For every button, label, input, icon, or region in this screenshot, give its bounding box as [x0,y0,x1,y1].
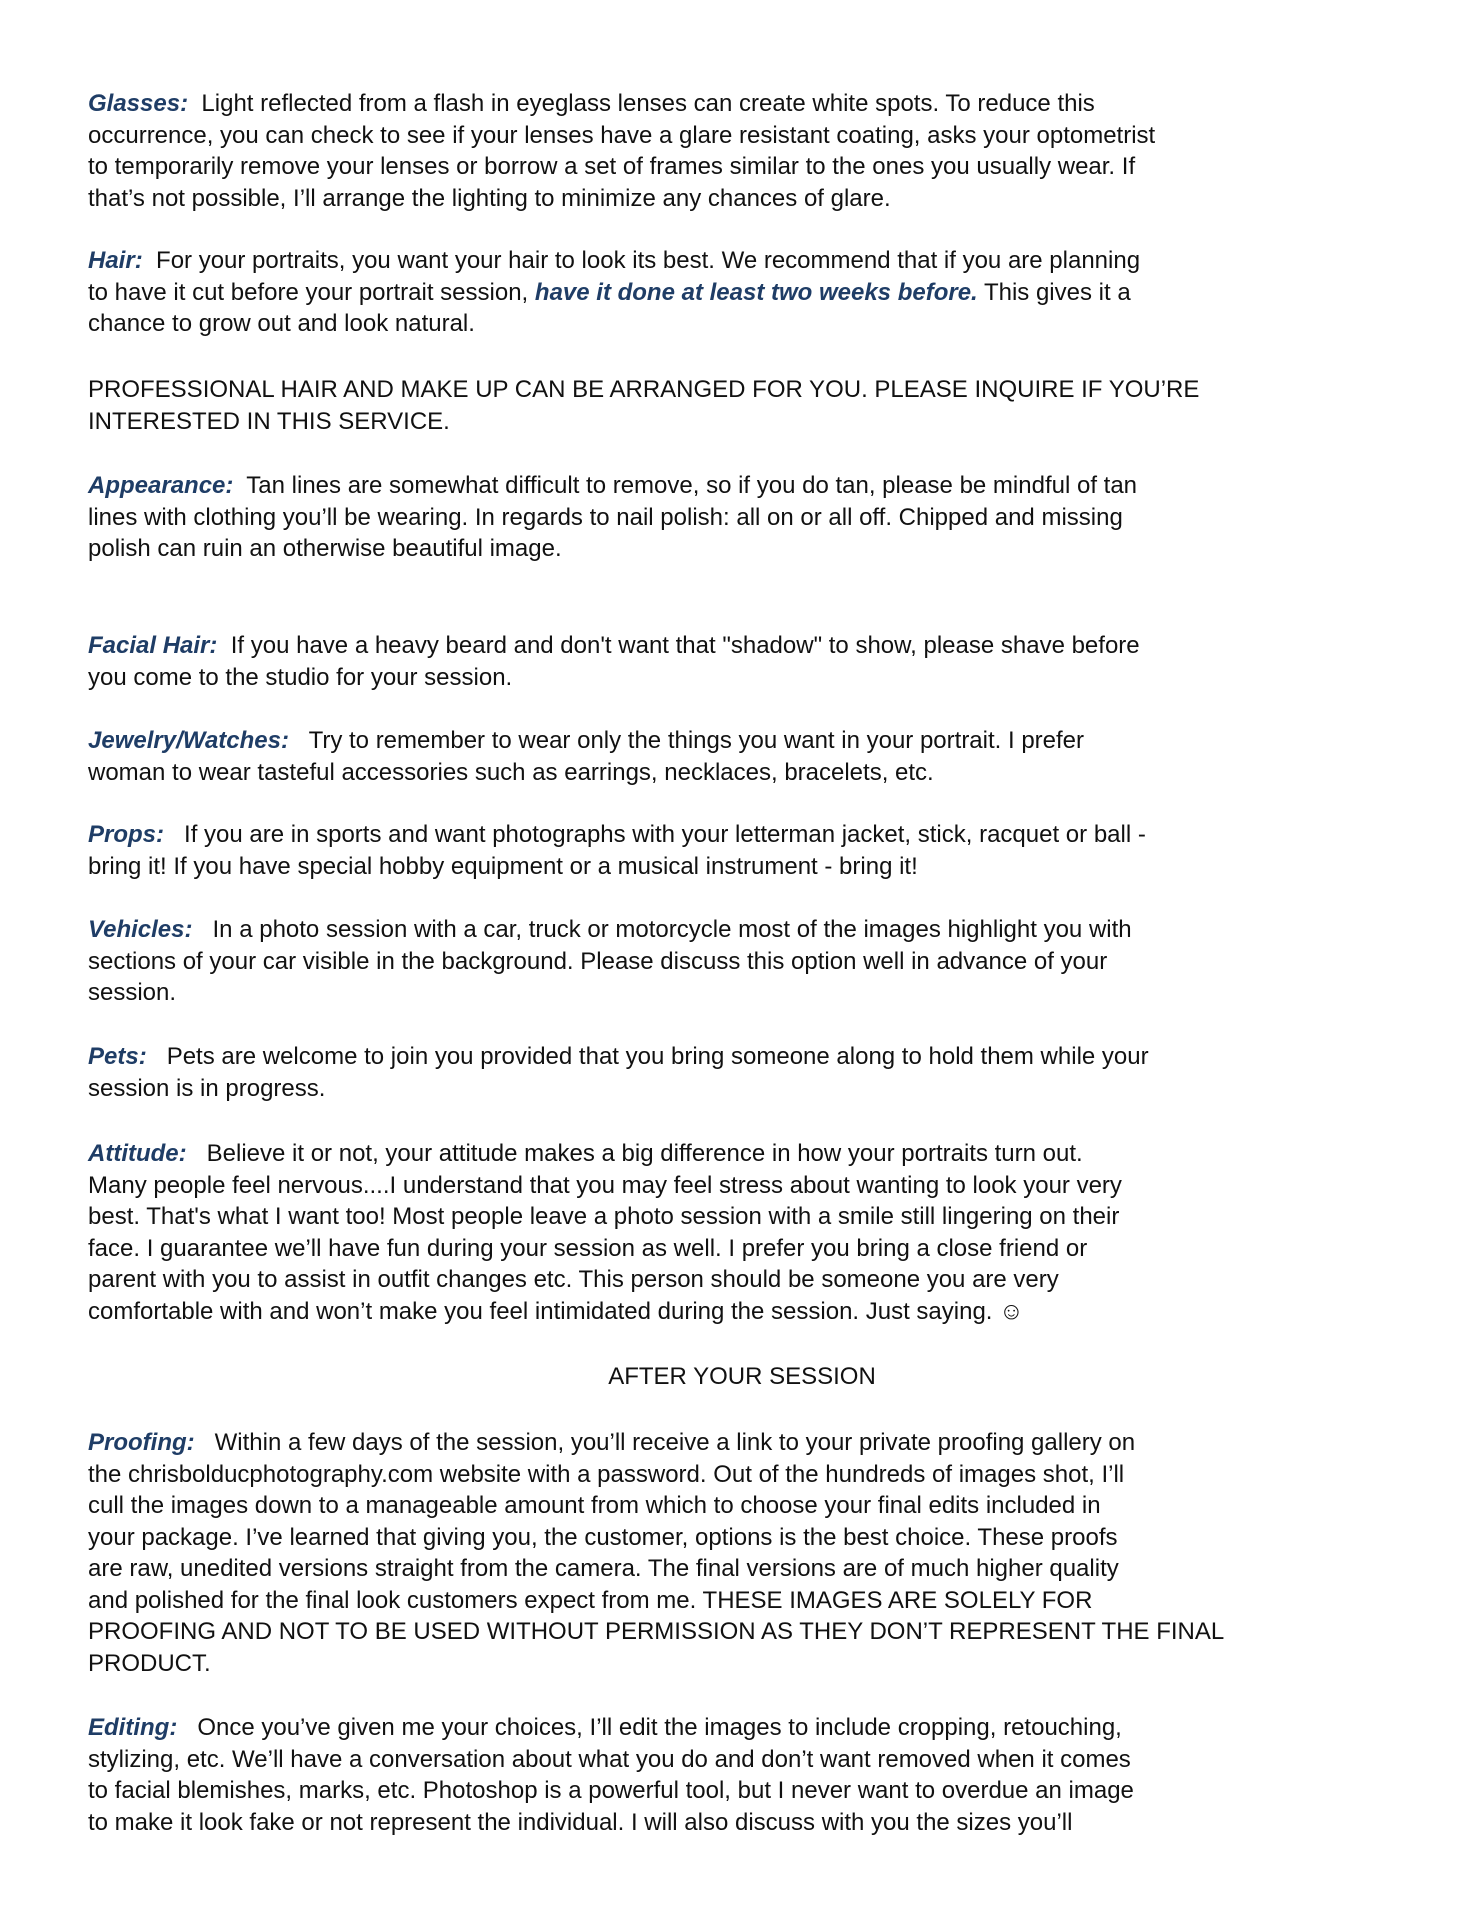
text-line: lines with clothing you’ll be wearing. In regards to nail polish: all on or all off. Chipped and missing [88,503,1123,531]
editing-paragraph [88,1712,1418,1838]
text-line: comfortable with and won’t make you feel intimidated during the session. Just saying. ☺ [88,1297,1024,1325]
text-line: session is in progress. [88,1074,326,1102]
text-line: Many people feel nervous....I understand that you may feel stress about wanting to look your very [88,1171,1122,1199]
text-line: best. That's what I want too! Most people leave a photo session with a smile still lingering on their [88,1203,1120,1230]
facial-hair-paragraph [88,630,1418,693]
text-line: your package. I’ve learned that giving you, the customer, options is the best choice. These proofs [88,1523,1118,1551]
text-line: occurrence, you can check to see if your lenses have a glare resistant coating, asks your optometrist [88,121,1156,149]
appearance-label: Appearance: [88,472,234,499]
text-line: to have it cut before your portrait session, [88,278,535,306]
props-paragraph [88,819,1418,882]
text-line: Tan lines are somewhat difficult to remove, so if you do tan, please be mindful of tan [246,472,1138,499]
jewelry-label: Jewelry/Watches: [88,727,289,754]
vehicles-label: Vehicles: [88,916,193,943]
text-line: to facial blemishes, marks, etc. Photoshop is a powerful tool, but I never want to overdue an image [88,1777,1134,1804]
text-line: Try to remember to wear only the things you want in your portrait. I prefer [308,727,1085,754]
text-line: For your portraits, you want your hair to look its best. We recommend that if you are planning [156,247,1141,274]
glasses-label: Glasses: [88,90,189,117]
text-line: face. I guarantee we’ll have fun during your session as well. I prefer you bring a close friend or [88,1234,1088,1262]
facial-hair-label: Facial Hair: [88,632,218,659]
props-label: Props: [88,821,165,848]
text-line: cull the images down to a manageable amount from which to choose your final edits included in [88,1492,1101,1519]
text-line: parent with you to assist in outfit changes etc. This person should be someone you are very [88,1266,1059,1293]
text-line: sections of your car visible in the background. Please discuss this option well in advance of your [88,947,1108,975]
editing-label: Editing: [88,1714,178,1741]
text-line: Believe it or not, your attitude makes a big difference in how your portraits turn out. [206,1140,1083,1167]
text-line: In a photo session with a car, truck or motorcycle most of the images highlight you with [212,916,1132,943]
text-line: session. [88,979,177,1006]
pets-label: Pets: [88,1043,147,1070]
attitude-paragraph [88,1138,1418,1327]
hair-label: Hair: [88,247,143,274]
text-line: polish can ruin an otherwise beautiful image. [88,535,562,562]
text-line: Once you’ve given me your choices, I’ll edit the images to include cropping, retouching, [197,1714,1122,1741]
text-line: you come to the studio for your session. [88,663,513,691]
text-line: and polished for the final look customers expect from me. THESE IMAGES ARE SOLELY FOR [88,1586,1093,1614]
proofing-label: Proofing: [88,1429,195,1456]
text-line: stylizing, etc. We’ll have a conversation about what you do and don’t want removed when it comes [88,1745,1131,1773]
text-line: PROOFING AND NOT TO BE USED WITHOUT PERMISSION AS THEY DON’T REPRESENT THE FINAL [88,1618,1225,1645]
appearance-paragraph [88,470,1418,565]
professional-notice [88,374,1418,437]
text-line: chance to grow out and look natural. [88,310,475,337]
text-line: woman to wear tasteful accessories such as earrings, necklaces, bracelets, etc. [88,758,934,786]
attitude-label: Attitude: [88,1140,187,1167]
text-line: INTERESTED IN THIS SERVICE. [88,407,450,435]
text-line: Within a few days of the session, you’ll receive a link to your private proofing gallery on [214,1429,1136,1456]
after-session-heading: AFTER YOUR SESSION [608,1363,876,1390]
glasses-paragraph [88,88,1418,214]
text-line: If you have a heavy beard and don't want that "shadow" to show, please shave before [230,632,1140,659]
text-line: are raw, unedited versions straight from the camera. The final versions are of much higher quality [88,1555,1119,1582]
hair-paragraph [88,245,1418,340]
hair-emphasis: have it done at least two weeks before. [534,278,978,306]
text-line: PROFESSIONAL HAIR AND MAKE UP CAN BE ARRANGED FOR YOU. PLEASE INQUIRE IF YOU’RE [88,376,1200,403]
text-line: to temporarily remove your lenses or borrow a set of frames similar to the ones you usually wear. If [88,153,1136,180]
text-line: that’s not possible, I’ll arrange the lighting to minimize any chances of glare. [88,184,891,212]
proofing-paragraph [88,1427,1418,1679]
pets-paragraph [88,1041,1418,1104]
text-line: the chrisbolducphotography.com website with a password. Out of the hundreds of images shot, I’ll [88,1460,1125,1488]
jewelry-paragraph [88,725,1418,788]
text-line: bring it! If you have special hobby equipment or a musical instrument - bring it! [88,852,918,880]
text-line: This gives it a [977,278,1131,306]
text-line: If you are in sports and want photographs with your letterman jacket, stick, racquet or ball - [184,821,1146,848]
text-line: Light reflected from a flash in eyeglass lenses can create white spots. To reduce this [201,90,1095,117]
text-line: PRODUCT. [88,1649,211,1677]
vehicles-paragraph [88,914,1418,1009]
text-line: to make it look fake or not represent the individual. I will also discuss with you the sizes you’ll [88,1808,1073,1836]
text-line: Pets are welcome to join you provided that you bring someone along to hold them while your [166,1043,1149,1070]
